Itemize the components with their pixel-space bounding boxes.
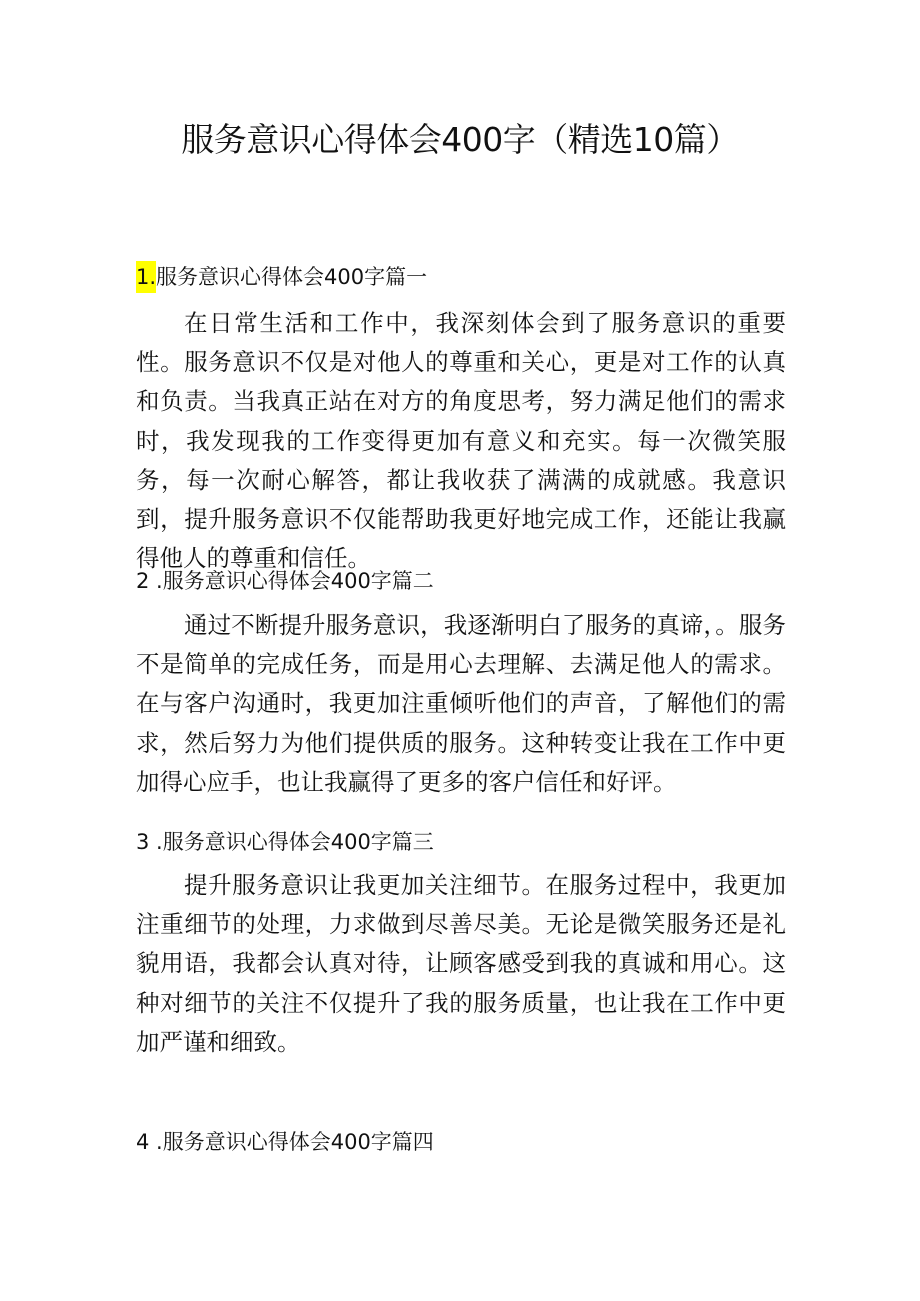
section-heading-4	[136, 1127, 434, 1157]
section-body-1: 在日常生活和工作中，我深刻体会到了服务意识的重要性。服务意识不仅是对他人的尊重和关心，更是对工作的认真和负责。当我真正站在对方的角度思考，努力满足他们的需求时，我发现我的工作变得更加有意义和充实。每一次微笑服务，每一次耐心解答，都让我收获了满满的成就感。我意识到，提升服务意识不仅能帮助我更好地完成工作，还能让我赢得他人的尊重和信任。	[136, 309, 786, 573]
section-heading-text: 服务意识心得体会400字篇一	[156, 265, 428, 289]
section-heading-text: 服务意识心得体会400字篇四	[162, 1130, 434, 1154]
section-heading-2	[136, 566, 434, 596]
section-body-2: 通过不断提升服务意识，我逐渐明白了服务的真谛，。服务不是简单的完成任务，而是用心去理解、去满足他人的需求。在与客户沟通时，我更加注重倾听他们的声音，了解他们的需求，然后努力为他们提供质的服务。这种转变让我在工作中更加得心应手，也让我赢得了更多的客户信任和好评。	[136, 611, 786, 796]
section-heading-3	[136, 827, 434, 857]
section-heading-text: 服务意识心得体会400字篇三	[162, 830, 434, 854]
section-body-3: 提升服务意识让我更加关注细节。在服务过程中，我更加注重细节的处理，力求做到尽善尽美。无论是微笑服务还是礼貌用语，我都会认真对待，让顾客感受到我的真诚和用心。这种对细节的关注不仅提升了我的服务质量，也让我在工作中更加严谨和细致。	[136, 871, 786, 1056]
section-number: 3 .	[136, 830, 163, 854]
section-number: 2 .	[136, 569, 163, 593]
section-number: 4 .	[136, 1130, 163, 1154]
section-number-highlight: 1.	[136, 261, 156, 293]
section-heading-text: 服务意识心得体会400字篇二	[162, 569, 434, 593]
document-title: 服务意识心得体会400字（精选10篇）	[181, 120, 739, 159]
section-heading-1	[136, 262, 427, 292]
